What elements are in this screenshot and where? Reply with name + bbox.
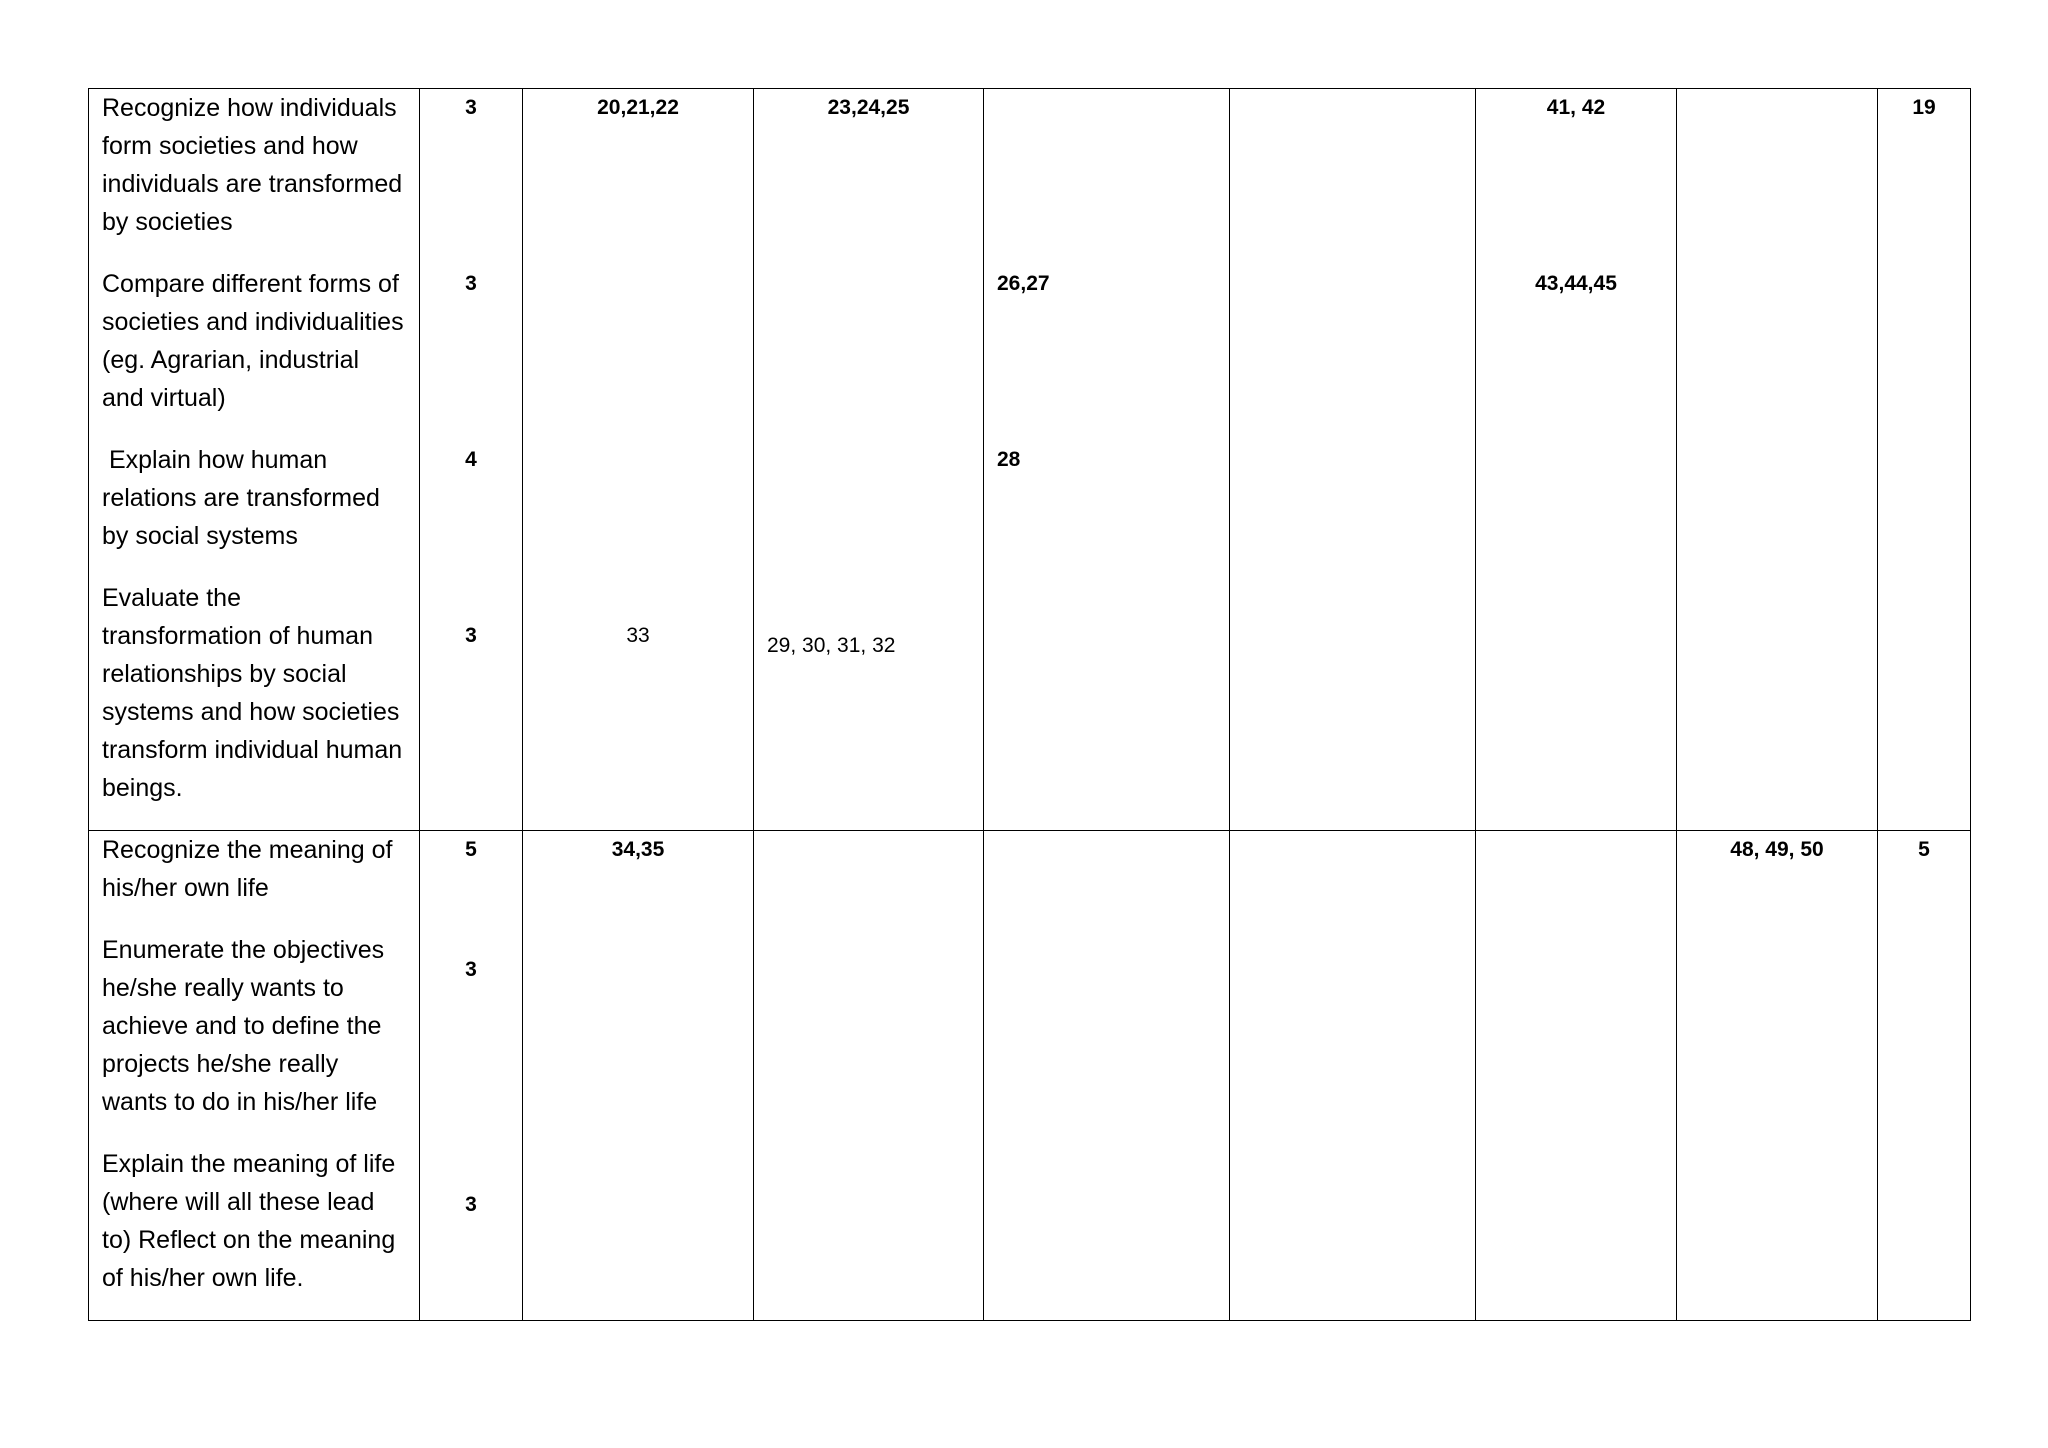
hours-value: 3	[465, 1193, 477, 1216]
item-cell	[754, 89, 984, 831]
competency-text: Explain how human relations are transformed by social systems	[102, 446, 387, 550]
item-cell	[1230, 89, 1476, 831]
competency-text: Compare different forms of societies and individualities (eg. Agrarian, industrial and virtual)	[102, 270, 404, 412]
hours-value: 3	[465, 958, 477, 981]
item-cell	[1476, 831, 1677, 1321]
item-cell	[1476, 89, 1677, 831]
competency-cell	[89, 831, 420, 1321]
competency-text: Enumerate the objectives he/she really wants to achieve and to define the projects he/she really wants to do in his/her life	[102, 936, 385, 1116]
item-cell	[1230, 831, 1476, 1321]
item-numbers: 20,21,22	[597, 96, 679, 119]
item-cell	[523, 89, 754, 831]
item-cell	[523, 831, 754, 1321]
competency-text: Recognize the meaning of his/her own life	[102, 836, 393, 902]
item-numbers: 41, 42	[1546, 96, 1606, 119]
hours-value: 3	[465, 96, 477, 119]
total-cell	[1878, 831, 1971, 1321]
competency-text: Explain the meaning of life (where will all these lead to) Reflect on the meaning of his/her own life.	[102, 1150, 396, 1292]
hours-value: 3	[465, 624, 477, 647]
table-row	[89, 89, 1971, 831]
hours-value: 3	[465, 272, 477, 295]
hours-cell	[420, 89, 523, 831]
item-cell	[1677, 89, 1878, 831]
competency-text: Recognize how individuals form societies and how individuals are transformed by societies	[102, 94, 403, 236]
item-numbers: 43,44,45	[1535, 272, 1617, 295]
competency-text: Evaluate the transformation of human relationships by social systems and how societies transform individual human beings.	[102, 584, 403, 802]
total-cell	[1878, 89, 1971, 831]
item-cell	[1677, 831, 1878, 1321]
hours-cell	[420, 831, 523, 1321]
table-row	[89, 831, 1971, 1321]
item-numbers: 34,35	[611, 838, 665, 861]
item-cell	[984, 831, 1230, 1321]
total-value: 5	[1918, 838, 1930, 861]
item-numbers: 26,27	[997, 272, 1050, 295]
item-cell	[984, 89, 1230, 831]
item-cell	[754, 831, 984, 1321]
hours-value: 4	[465, 448, 477, 471]
total-value: 19	[1912, 96, 1936, 119]
hours-value: 5	[465, 838, 477, 861]
item-numbers: 23,24,25	[827, 96, 910, 119]
item-numbers: 48, 49, 50	[1730, 838, 1824, 861]
item-numbers: 33	[626, 624, 650, 647]
item-numbers: 29, 30, 31, 32	[767, 634, 896, 657]
competency-cell	[89, 89, 420, 831]
test-specification-table	[88, 88, 1971, 1321]
item-numbers: 28	[997, 448, 1021, 471]
